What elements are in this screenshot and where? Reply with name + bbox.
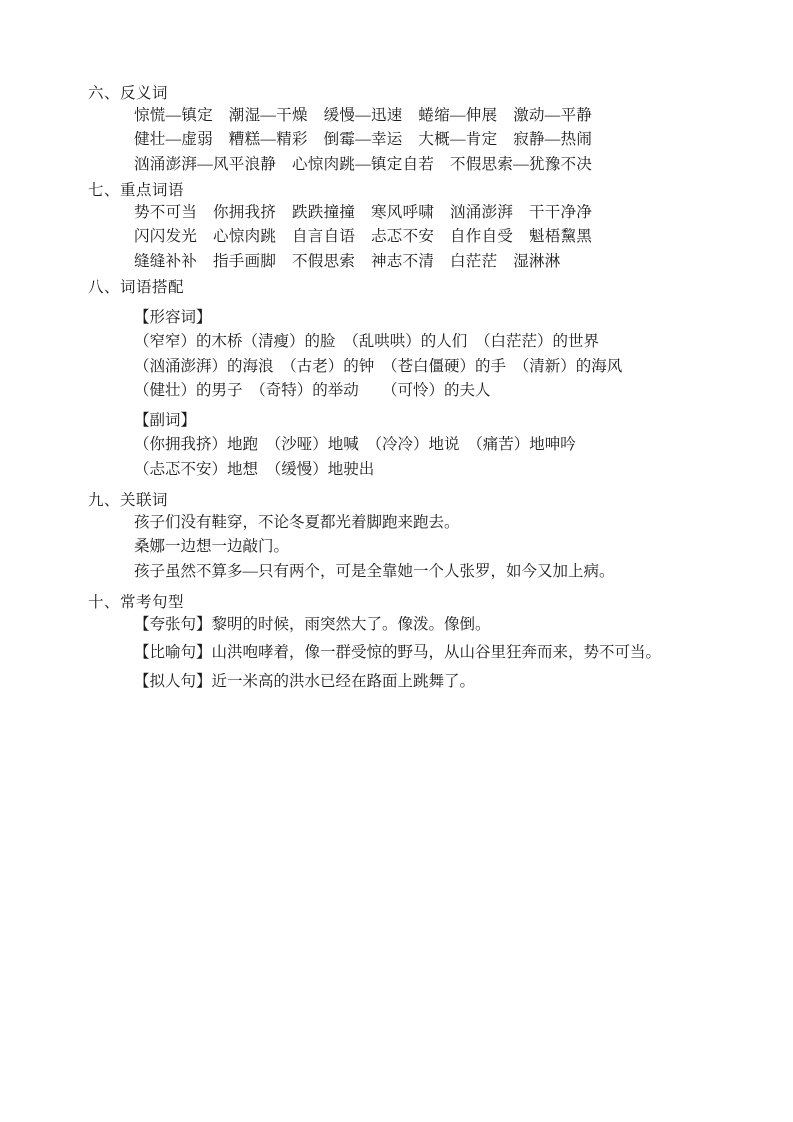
sub-label-adjectives: 【形容词】: [134, 308, 212, 326]
section-heading-conjunctions: 九、关联词: [88, 492, 169, 509]
sub-label-adverbs: 【副词】: [134, 411, 197, 429]
sentence-pattern-1: 【夸张句】黎明的时候，雨突然大了。像泼。像倒。: [134, 615, 491, 633]
conjunction-line-3: 孩子虽然不算多—只有两个，可是全靠她一个人张罗，如今又加上病。: [134, 562, 615, 580]
section-conjunctions: [88, 493, 715, 579]
adjective-line-3: （健壮）的男子 （奇特）的举动 （可怜）的夫人: [134, 382, 491, 399]
antonyms-line-2: 健壮—虚弱 糟糕—精彩 倒霉—幸运 大概—肯定 寂静—热闹: [134, 131, 593, 148]
conjunction-line-1: 孩子们没有鞋穿，不论冬夏都光着脚跑来跑去。: [134, 513, 460, 531]
conjunction-line-2: 桑娜一边想一边敲门。: [134, 538, 290, 555]
adjective-line-1: （窄窄）的木桥（清瘦）的脸 （乱哄哄）的人们 （白茫茫）的世界: [134, 333, 600, 350]
key-words-line-2: 闪闪发光 心惊肉跳 自言自语 忐忑不安 自作自受 魁梧黧黑: [134, 228, 593, 245]
sentence-pattern-2: 【比喻句】山洪咆哮着，像一群受惊的野马，从山谷里狂奔而来，势不可当。: [134, 644, 662, 661]
section-antonyms: [88, 86, 715, 172]
section-sentence-patterns: [88, 595, 715, 690]
antonyms-line-1: 惊慌—镇定 潮湿—干燥 缓慢—迅速 蜷缩—伸展 激动—平静: [134, 106, 593, 124]
section-heading-key-words: 七、重点词语: [88, 182, 185, 199]
key-words-line-3: 缝缝补补 指手画脚 不假思索 神志不清 白茫茫 湿淋淋: [134, 252, 561, 270]
key-words-line-1: 势不可当 你拥我挤 跌跌撞撞 寒风呼啸 汹涌澎湃 干干净净: [134, 203, 593, 221]
section-heading-collocations: 八、词语搭配: [88, 279, 185, 296]
section-key-words: [88, 183, 715, 269]
section-collocations: [88, 280, 715, 477]
adverb-line-2: （忐忑不安）地想 （缓慢）地驶出: [134, 460, 375, 478]
sentence-pattern-3: 【拟人句】近一米高的洪水已经在路面上跳舞了。: [134, 673, 476, 691]
antonyms-line-3: 汹涌澎湃—风平浪静 心惊肉跳—镇定自若 不假思索—犹豫不决: [134, 155, 593, 173]
section-heading-antonyms: 六、反义词: [88, 85, 169, 102]
adjective-line-2: （汹涌澎湃）的海浪 （古老）的钟 （苍白僵硬）的手 （清新）的海风: [134, 357, 623, 375]
document-body: [88, 86, 715, 690]
section-heading-sentence-patterns: 十、常考句型: [88, 594, 185, 611]
adverb-line-1: （你拥我挤）地跑 （沙哑）地喊 （冷冷）地说 （痛苦）地呻吟: [134, 436, 576, 453]
